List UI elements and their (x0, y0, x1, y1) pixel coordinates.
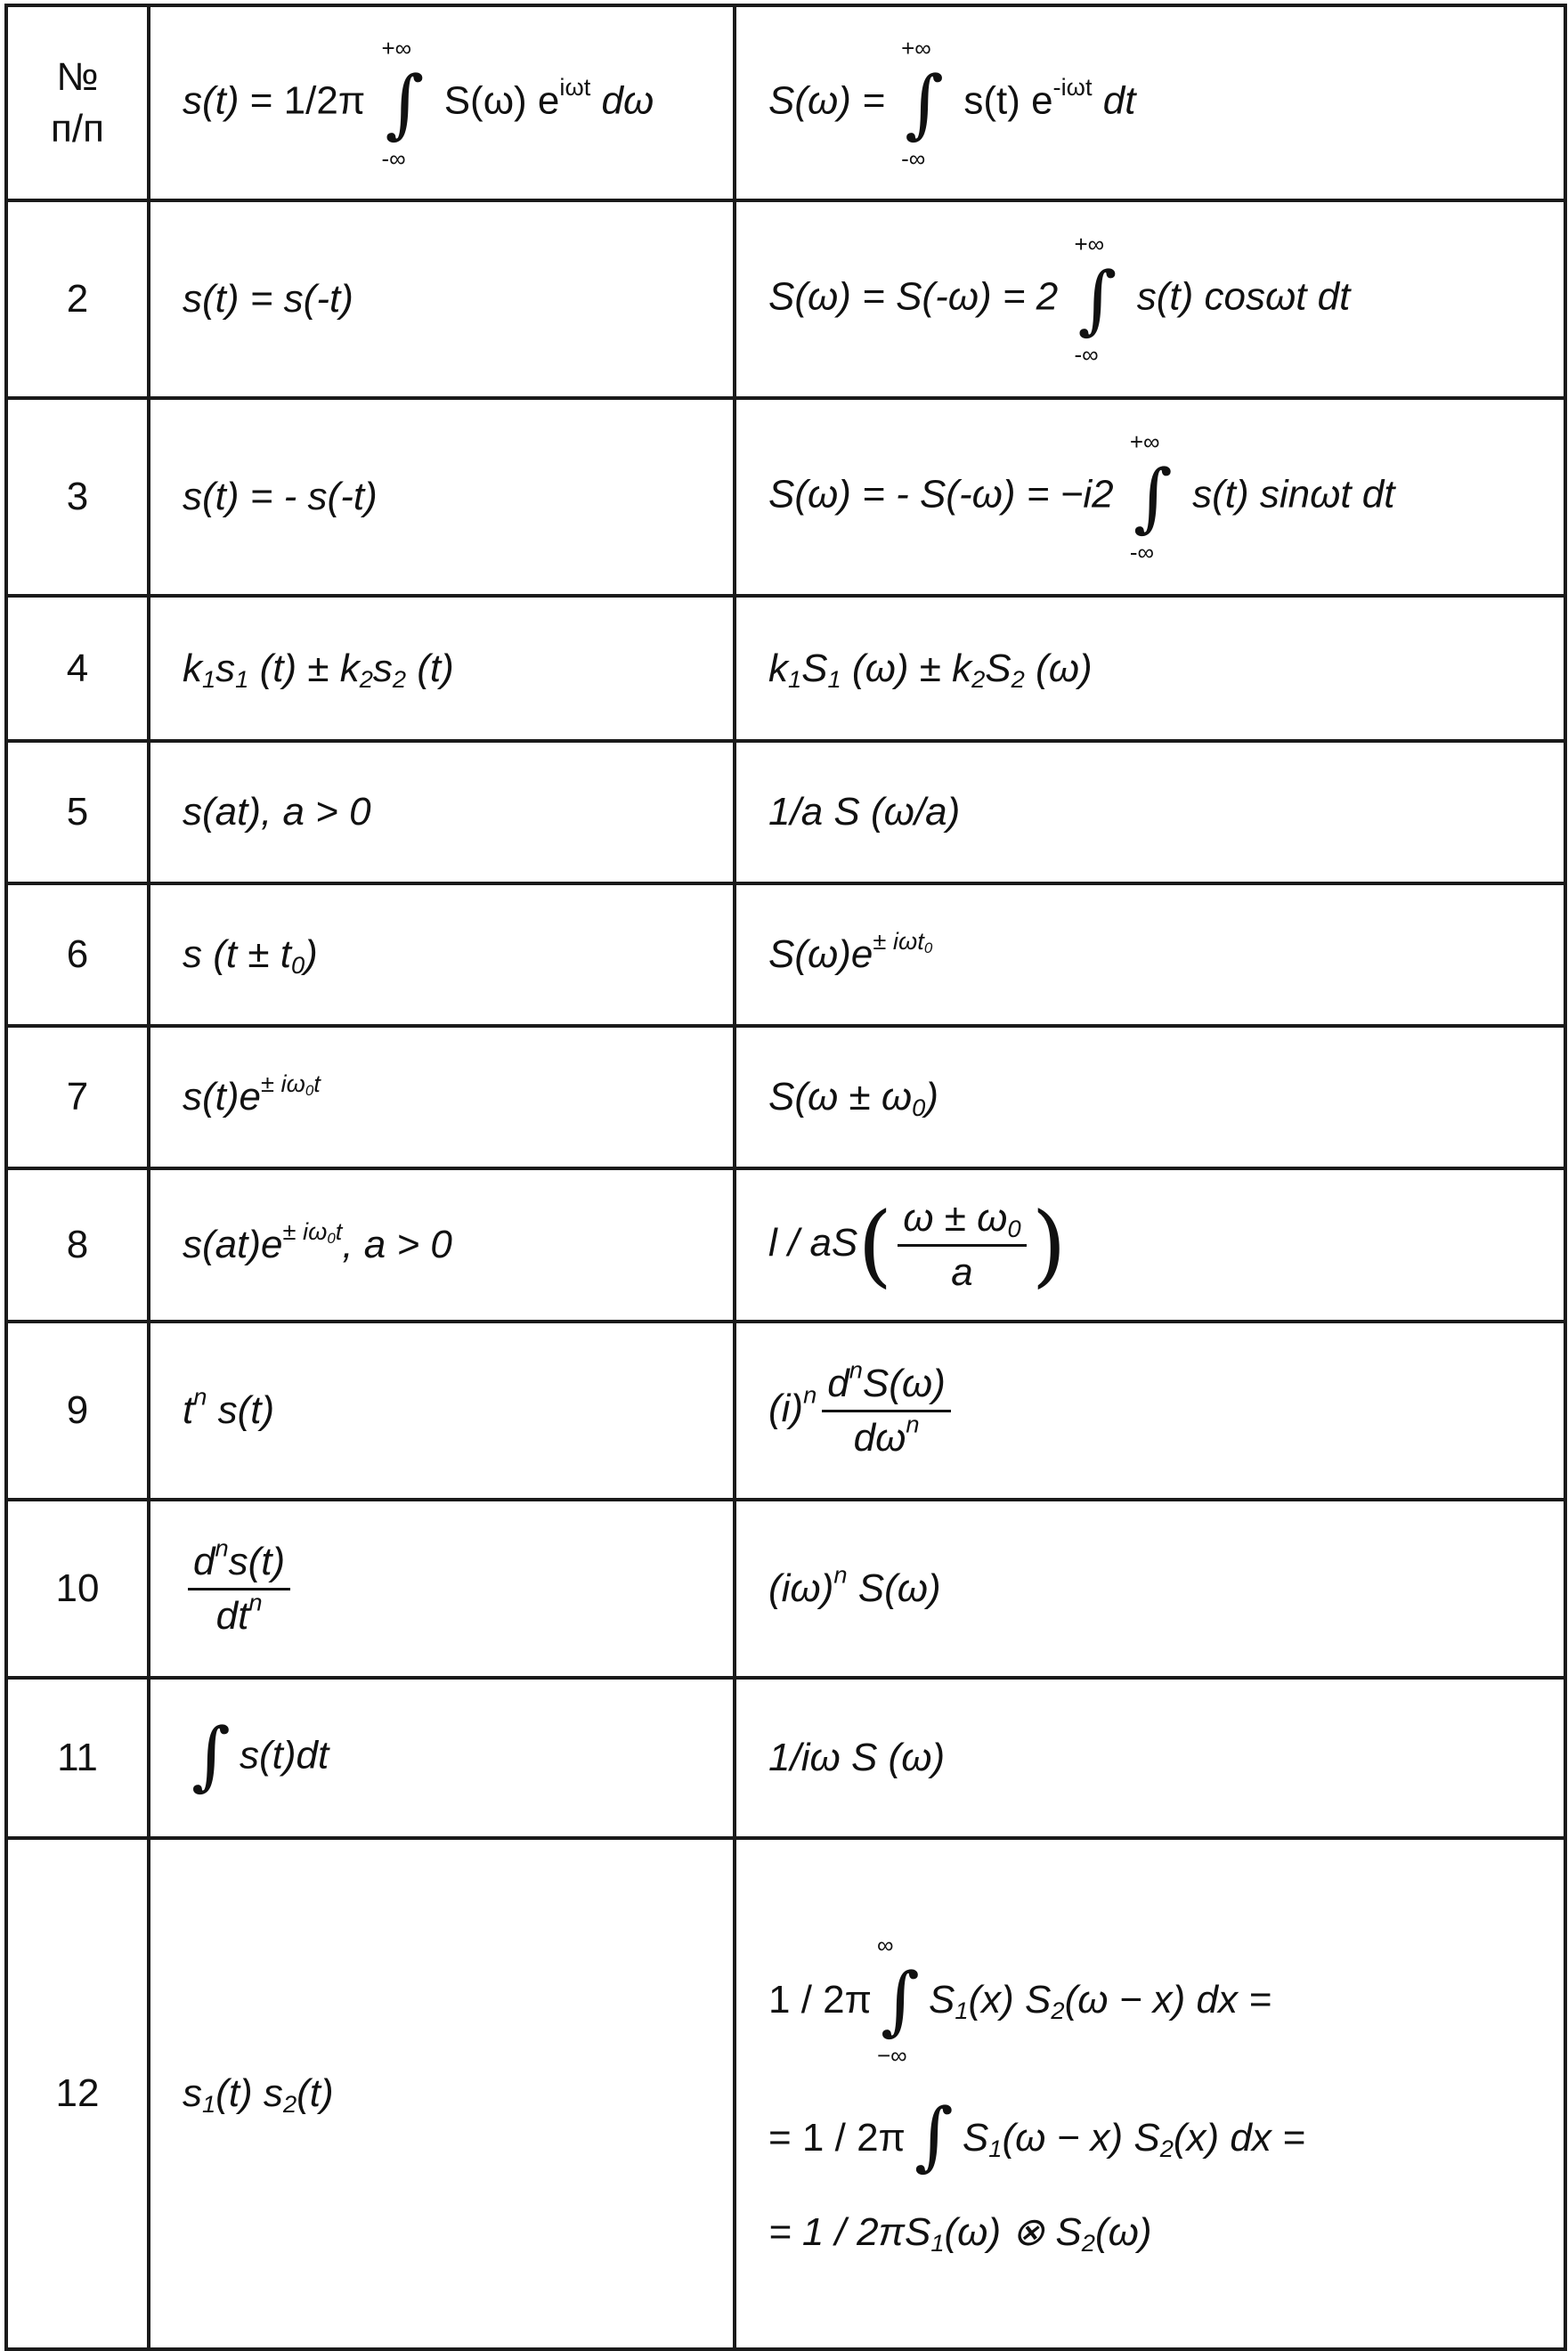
time-domain-cell: s(t) = s(-t) (149, 200, 735, 398)
table-row (6, 200, 1565, 398)
header-number-label: № п/п (51, 55, 104, 150)
row-number: 4 (6, 596, 149, 741)
freq-domain-cell: l / aS( $\frac{\omega \pm \omega_0}{a}$ ) (735, 1168, 1565, 1322)
table-row (6, 883, 1565, 1026)
convolution-line-3: = $1 / 2\pi S_1(\omega)$ ⊗ $S_2(\omega)$ (768, 2209, 1152, 2257)
header-number-cell (6, 5, 149, 200)
freq-domain-cell: $S(\omega \pm \omega_0)$ (735, 1026, 1565, 1168)
time-domain-cell: $t^n$ s(t) (149, 1322, 735, 1500)
integral-sign-icon: +∞ ∫ -∞ (1129, 428, 1173, 565)
table-row (6, 1678, 1565, 1838)
header-freq-d: dt (1102, 78, 1136, 123)
table-row (6, 1322, 1565, 1500)
time-domain-cell (149, 1500, 735, 1678)
header-freq-integrand: s(t) e (963, 78, 1053, 123)
row-number: 5 (6, 741, 149, 883)
row-number: 10 (6, 1500, 149, 1678)
table-row (6, 1500, 1565, 1678)
table-row (6, 1838, 1565, 2349)
integral-sign-icon: ∫ (191, 1712, 231, 1799)
header-time-lhs: s(t) (183, 78, 240, 123)
time-domain-cell: $k_1s_1$ $(t) \pm k_2s_2$ (t) (149, 596, 735, 741)
table-row (6, 1168, 1565, 1322)
time-domain-cell: $s(at)e^{\pm i\omega_0t}$, a > 0 (149, 1168, 735, 1322)
time-domain-cell: $s(t)e^{\pm i\omega_0t}$ (149, 1026, 735, 1168)
row-number: 9 (6, 1322, 149, 1500)
row-number: 8 (6, 1168, 149, 1322)
freq-domain-cell: $(i)^n$ $\frac{d^nS(\omega)}{d\omega^n}$ (735, 1322, 1565, 1500)
table-row (6, 741, 1565, 883)
freq-domain-cell: 1/iω S (ω) (735, 1678, 1565, 1838)
time-domain-cell: s(at), a > 0 (149, 741, 735, 883)
freq-domain-cell (735, 1838, 1565, 2349)
freq-domain-cell: $(i\omega)^n$ S(ω) (735, 1500, 1565, 1678)
convolution-line-1: 1 / 2π ∞ ∫ −∞ $S_1(x) S_2(\omega - x)$ dx = (768, 1931, 1271, 2069)
row-number: 7 (6, 1026, 149, 1168)
time-domain-cell: s(t) = - s(-t) (149, 398, 735, 596)
row-number: 6 (6, 883, 149, 1026)
row-number: 11 (6, 1678, 149, 1838)
header-time-exp: iωt (559, 72, 591, 101)
header-freq-exp: -iωt (1052, 72, 1093, 101)
fraction: $\frac{\omega \pm \omega_0}{a}$ (898, 1196, 1026, 1295)
convolution-line-2: = 1 / 2π ∫ $S_1(\omega - x)$ $S_2(x)$ dx = (768, 2094, 1564, 2183)
header-time-d: dω (601, 78, 654, 123)
fourier-properties-table (4, 4, 1567, 2351)
table-row (6, 398, 1565, 596)
header-time-cell (149, 5, 735, 200)
integral-sign-icon: +∞ ∫ -∞ (1074, 231, 1117, 368)
freq-domain-cell: 1/a S (ω/a) (735, 741, 1565, 883)
time-domain-cell: s $(t \pm t_0)$ (149, 883, 735, 1026)
time-domain-cell: $s_1(t)$ $s_2(t)$ (149, 1838, 735, 2349)
table-row (6, 1026, 1565, 1168)
header-time-eq: = 1/2π (249, 78, 366, 123)
table-header-row (6, 5, 1565, 200)
integral-sign-icon: +∞ ∫ -∞ (381, 34, 425, 172)
row-number: 3 (6, 398, 149, 596)
integral-sign-icon: ∫ (914, 2091, 954, 2179)
header-freq-lhs: S(ω) = (768, 78, 885, 123)
header-time-integrand: S(ω) e (443, 78, 560, 123)
row-number: 2 (6, 200, 149, 398)
row-number: 12 (6, 1838, 149, 2349)
freq-domain-cell: $k_1S_1$ $(\omega) \pm k_2S_2$ (ω) (735, 596, 1565, 741)
fraction: $\frac{d^nS(\omega)}{d\omega^n}$ (822, 1362, 951, 1460)
header-freq-cell (735, 5, 1565, 200)
fraction: $\frac{d^ns(t)}{dt^n}$ (188, 1540, 290, 1639)
integral-sign-icon: ∞ ∫ −∞ (876, 1931, 920, 2069)
freq-domain-cell: S(ω) = - S(-ω) = −i2 +∞ ∫ -∞ s(t) sinωt dt (735, 398, 1565, 596)
table-row (6, 596, 1565, 741)
freq-domain-cell: $S(\omega)e^{\pm i\omega t_0}$ (735, 883, 1565, 1026)
time-domain-cell: ∫ s(t)dt (149, 1678, 735, 1838)
integral-sign-icon: +∞ ∫ -∞ (901, 34, 944, 172)
freq-domain-cell: S(ω) = S(-ω) = 2 +∞ ∫ -∞ s(t) cosωt dt (735, 200, 1565, 398)
